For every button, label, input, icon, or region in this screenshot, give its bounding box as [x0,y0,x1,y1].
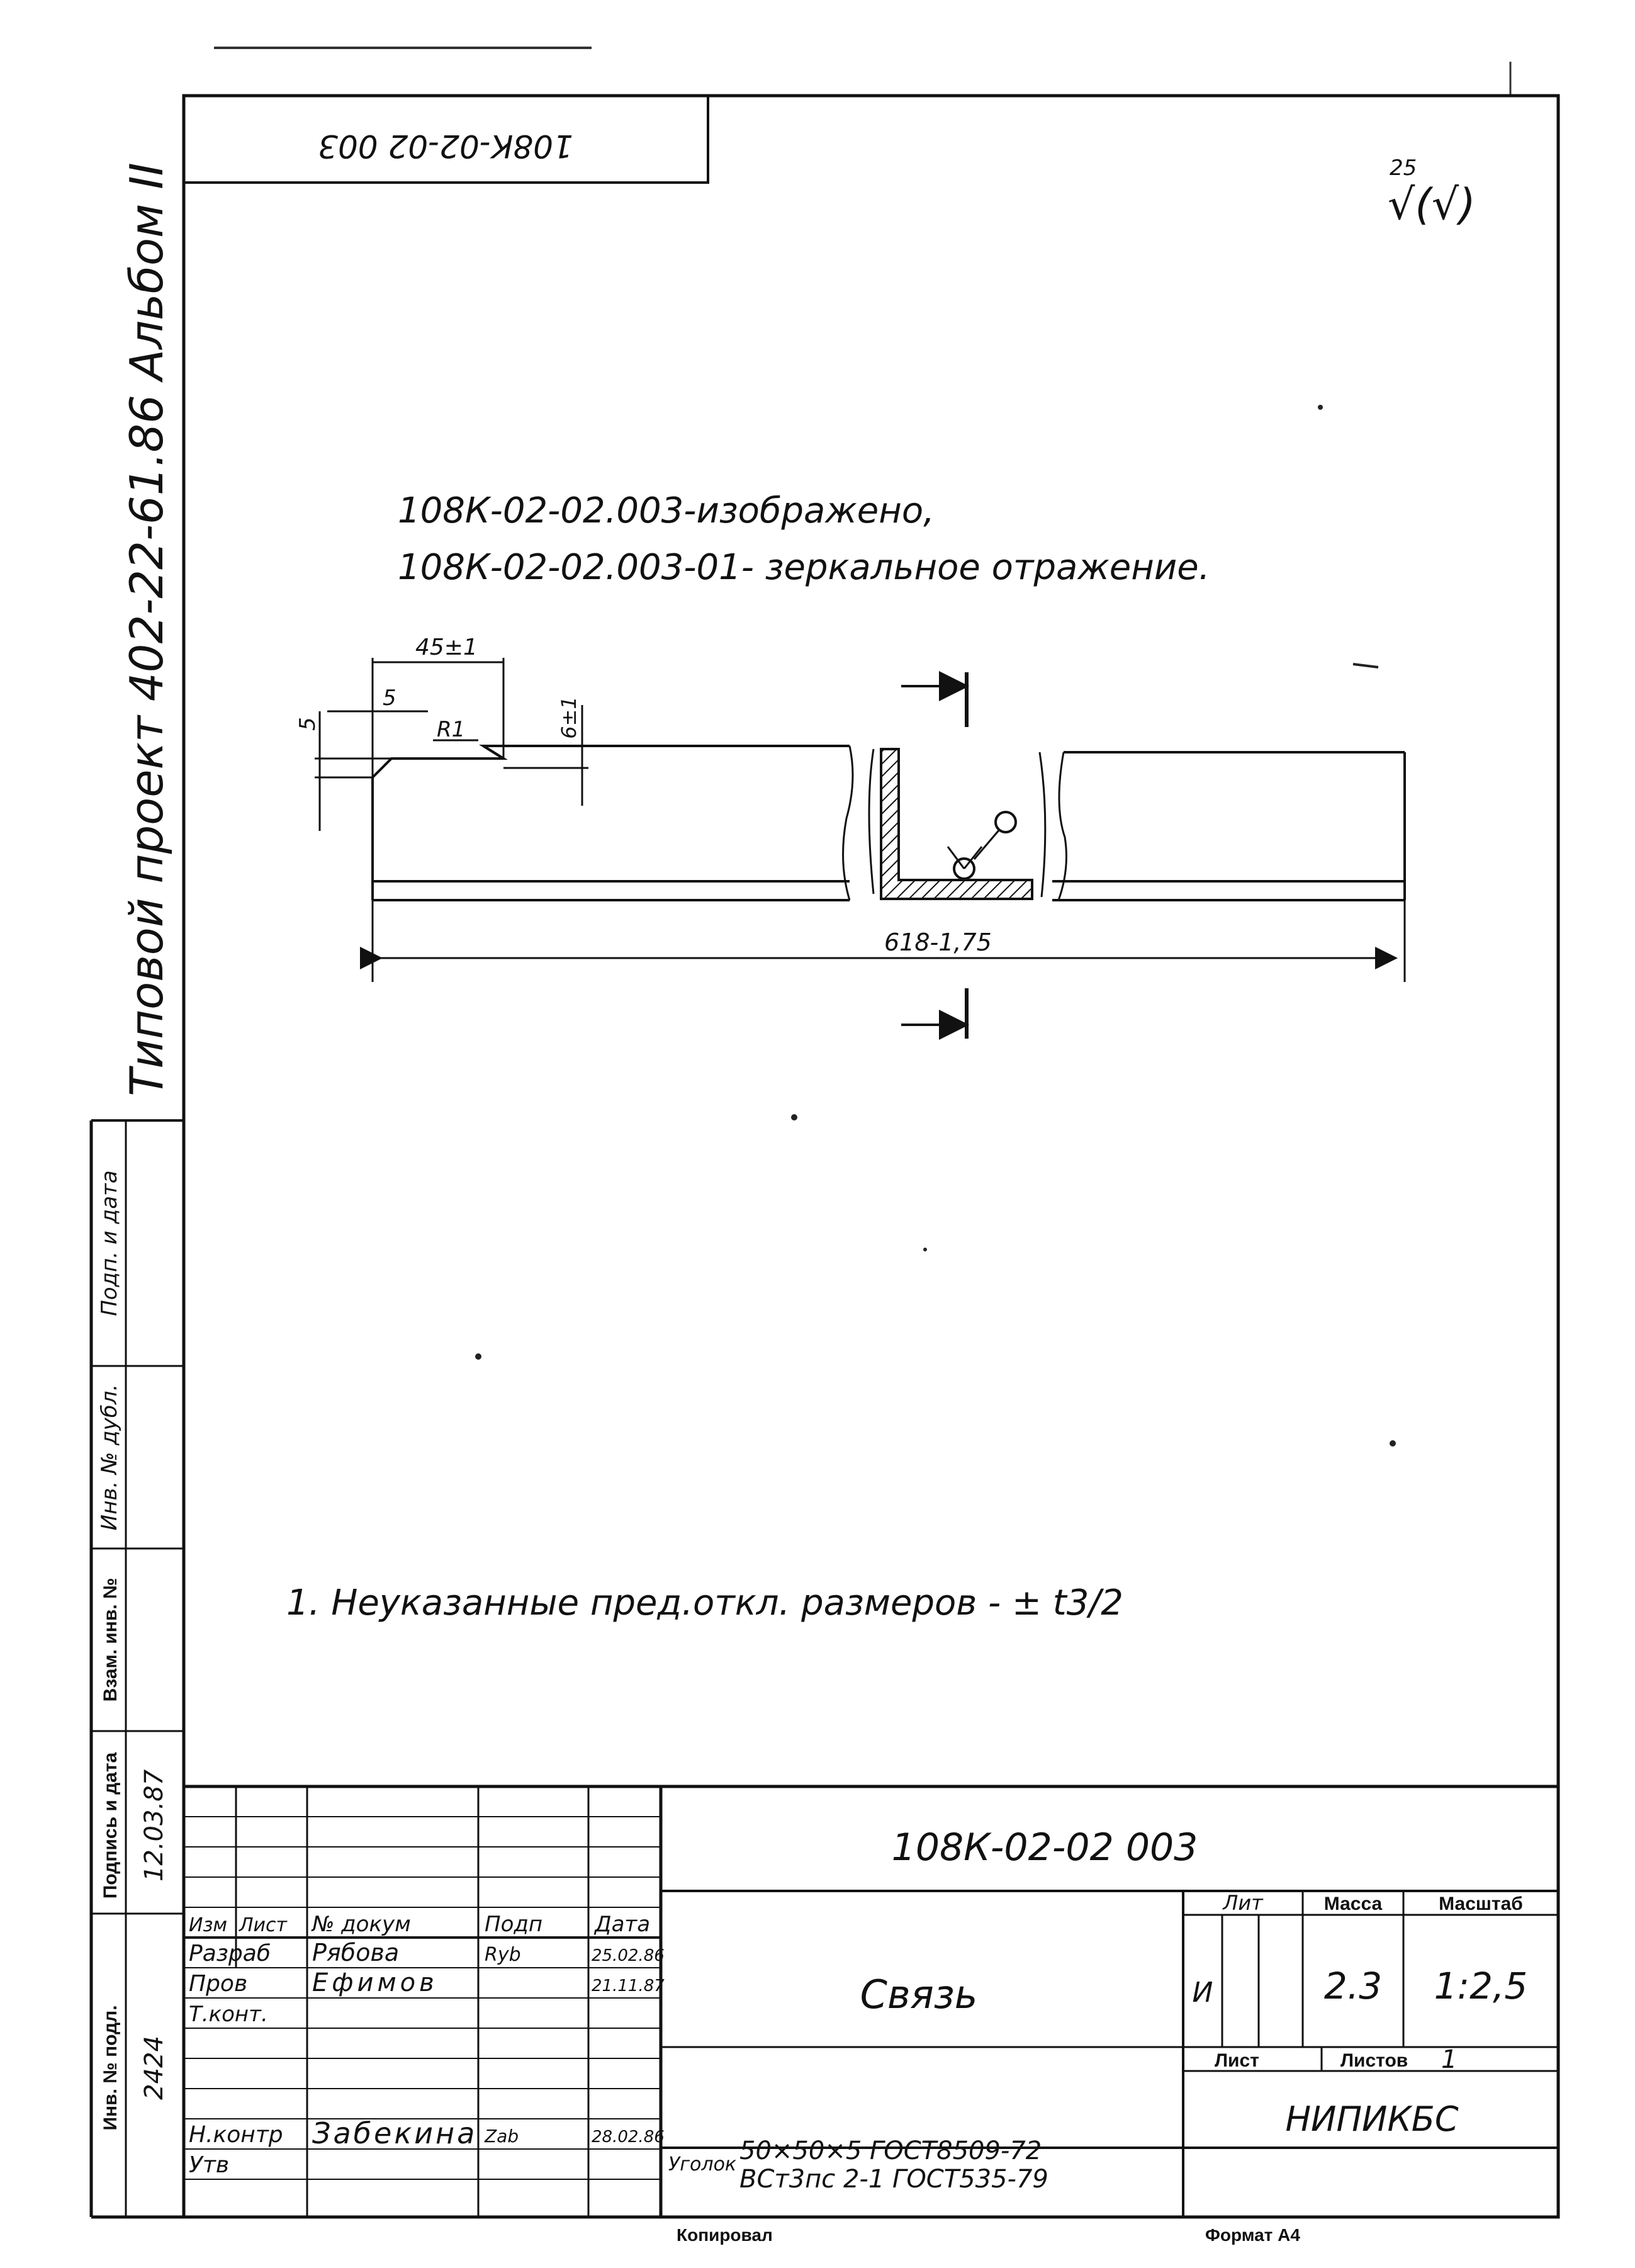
speck [923,1248,927,1251]
speck [791,1114,797,1120]
label-vzam-inv: Взам. инв. № [100,1577,121,1702]
top-stamp-code: 108К-02-02 003 [318,128,573,164]
copied-label: Копировал [677,2225,773,2245]
dim-45: 45±1 [415,635,478,660]
scale-value: 1:2,5 [1434,1965,1528,2007]
material-bottom: ВСт3пс 2-1 ГОСТ535-79 [739,2165,1048,2194]
mass-header: Масса [1323,1893,1383,1914]
name-razrab: Рябова [312,1939,400,1966]
dim-6: 6±1 [557,696,581,739]
side-title: Типовой проект 402-22-61.86 Альбом II [120,162,173,1097]
date-nkontr: 28.02.86 [592,2128,665,2147]
sig-header-data: Дата [595,1912,651,1937]
role-tkont: Т.конт. [189,2002,268,2027]
name-prov: Ефимов [312,1968,438,1997]
organization: НИПИКБС [1285,2099,1459,2139]
name-nkontr: Забекина [312,2116,478,2150]
sig-header-list: Лист [239,1914,288,1936]
footnote: 1. Неуказанные пред.откл. размеров - ± t3/2 [286,1583,1123,1623]
roughness-value: 25 [1390,155,1417,181]
break-line-sec-right [1040,752,1045,897]
speck [475,1353,481,1360]
scale-header: Масштаб [1439,1893,1523,1914]
label-podp-data: Подп. и дата [97,1170,122,1316]
material-prefix: Уголок [668,2153,737,2175]
sig-header-izm: Изм [189,1914,228,1936]
speck [1390,1440,1396,1447]
cog-marker [996,812,1016,832]
part-left-top-edge [373,746,584,777]
material-top: 50×50×5 ГОСТ8509-72 [739,2136,1042,2165]
title-code: 108К-02-02 003 [891,1825,1198,1870]
sign-nkontr: Zab [485,2126,519,2147]
break-line-left [843,746,853,900]
role-razrab: Разраб [189,1941,271,1966]
format-label: Формат А4 [1205,2225,1300,2245]
dim-total: 618-1,75 [884,928,992,956]
break-line-sec-left [869,749,874,894]
date-razrab: 25.02.86 [592,1946,665,1965]
sig-header-podp: Подп [485,1912,543,1937]
role-nkontr: Н.контр [189,2122,283,2148]
label-podpis-data: Подпись и дата [100,1752,121,1899]
dim-5-horizontal: 5 [383,685,396,711]
chamfer-line [483,746,503,759]
speck [1353,664,1378,667]
handwritten-inv: 2424 [140,2036,169,2100]
date-prov: 21.11.87 [592,1977,665,1995]
handwritten-date: 12.03.87 [140,1769,169,1882]
mass-value: 2.3 [1323,1965,1383,2007]
sheet-label: Лист [1215,2050,1259,2071]
label-inv-podl: Инв. № подл. [100,2005,121,2131]
dim-r1: R1 [437,717,466,742]
sign-razrab: Ryb [485,1944,521,1966]
sheets-label: Листов [1340,2050,1408,2071]
title-name: Связь [860,1972,978,2017]
dim-5-vertical: 5 [295,717,320,731]
cog-leader-c [974,830,999,859]
lit-value: И [1192,1977,1213,2009]
role-utv: Утв [189,2152,230,2178]
sheets-value: 1 [1441,2045,1458,2074]
note-line-2: 108К-02-02.003-01- зеркальное отражение. [398,547,1210,588]
note-line-1: 108К-02-02.003-изображено, [398,490,935,531]
label-inv-dubl: Инв. № дубл. [97,1384,122,1531]
lit-header: Лит [1223,1891,1263,1915]
part-drawing [295,635,1405,1039]
role-prov: Пров [189,1971,248,1997]
speck [1318,405,1323,410]
roughness-symbol: √(√) [1388,180,1476,230]
sig-header-ndoc: № докум [312,1912,411,1937]
break-line-right [1059,752,1066,900]
